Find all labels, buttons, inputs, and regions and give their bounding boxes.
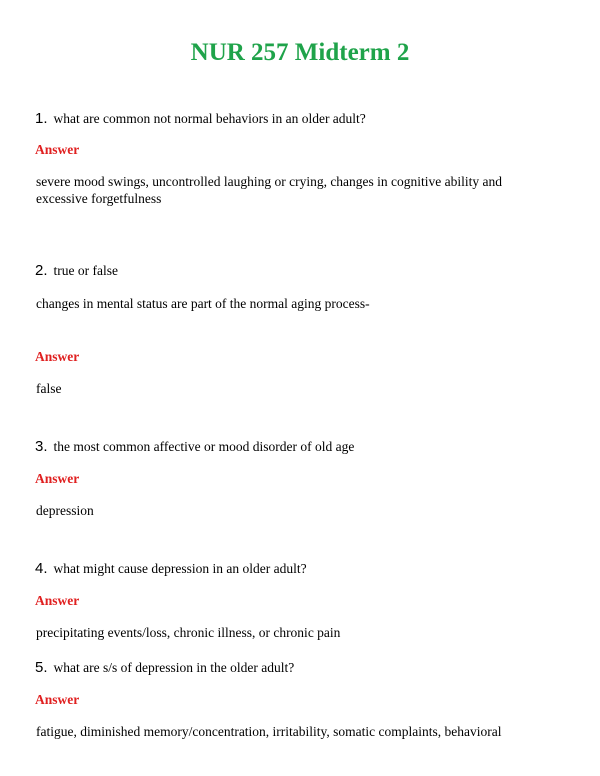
question-text: what are s/s of depression in the older adult? bbox=[53, 660, 295, 675]
question-number: 5. bbox=[35, 659, 48, 676]
question-number: 1. bbox=[35, 110, 48, 127]
answer-label: Answer bbox=[35, 593, 80, 608]
question-1 bbox=[35, 110, 366, 128]
question-text: what might cause depression in an older adult? bbox=[53, 561, 307, 576]
answer-label: Answer bbox=[35, 349, 80, 364]
answer-text: fatigue, diminished memory/concentration, irritability, somatic complaints, behavioral bbox=[36, 724, 502, 739]
question-text: the most common affective or mood disorder of old age bbox=[53, 439, 355, 454]
question-2 bbox=[35, 262, 118, 280]
answer-label: Answer bbox=[35, 471, 80, 486]
question-statement: changes in mental status are part of the normal aging process- bbox=[36, 296, 370, 311]
answer-text: precipitating events/loss, chronic illness, or chronic pain bbox=[36, 625, 341, 640]
answer-label: Answer bbox=[35, 692, 80, 707]
question-number: 3. bbox=[35, 438, 48, 455]
document-title: NUR 257 Midterm 2 bbox=[190, 39, 410, 66]
question-number: 4. bbox=[35, 560, 48, 577]
answer-text: severe mood swings, uncontrolled laughing or crying, changes in cognitive ability and excessive forgetfulness bbox=[36, 174, 503, 206]
question-number: 2. bbox=[35, 262, 48, 279]
question-3 bbox=[35, 438, 354, 456]
question-text: true or false bbox=[53, 263, 118, 278]
answer-text: depression bbox=[36, 503, 94, 518]
question-text: what are common not normal behaviors in an older adult? bbox=[53, 111, 366, 126]
question-5 bbox=[35, 659, 294, 677]
answer-label: Answer bbox=[35, 142, 80, 157]
question-4 bbox=[35, 560, 307, 578]
answer-text: false bbox=[36, 381, 62, 396]
